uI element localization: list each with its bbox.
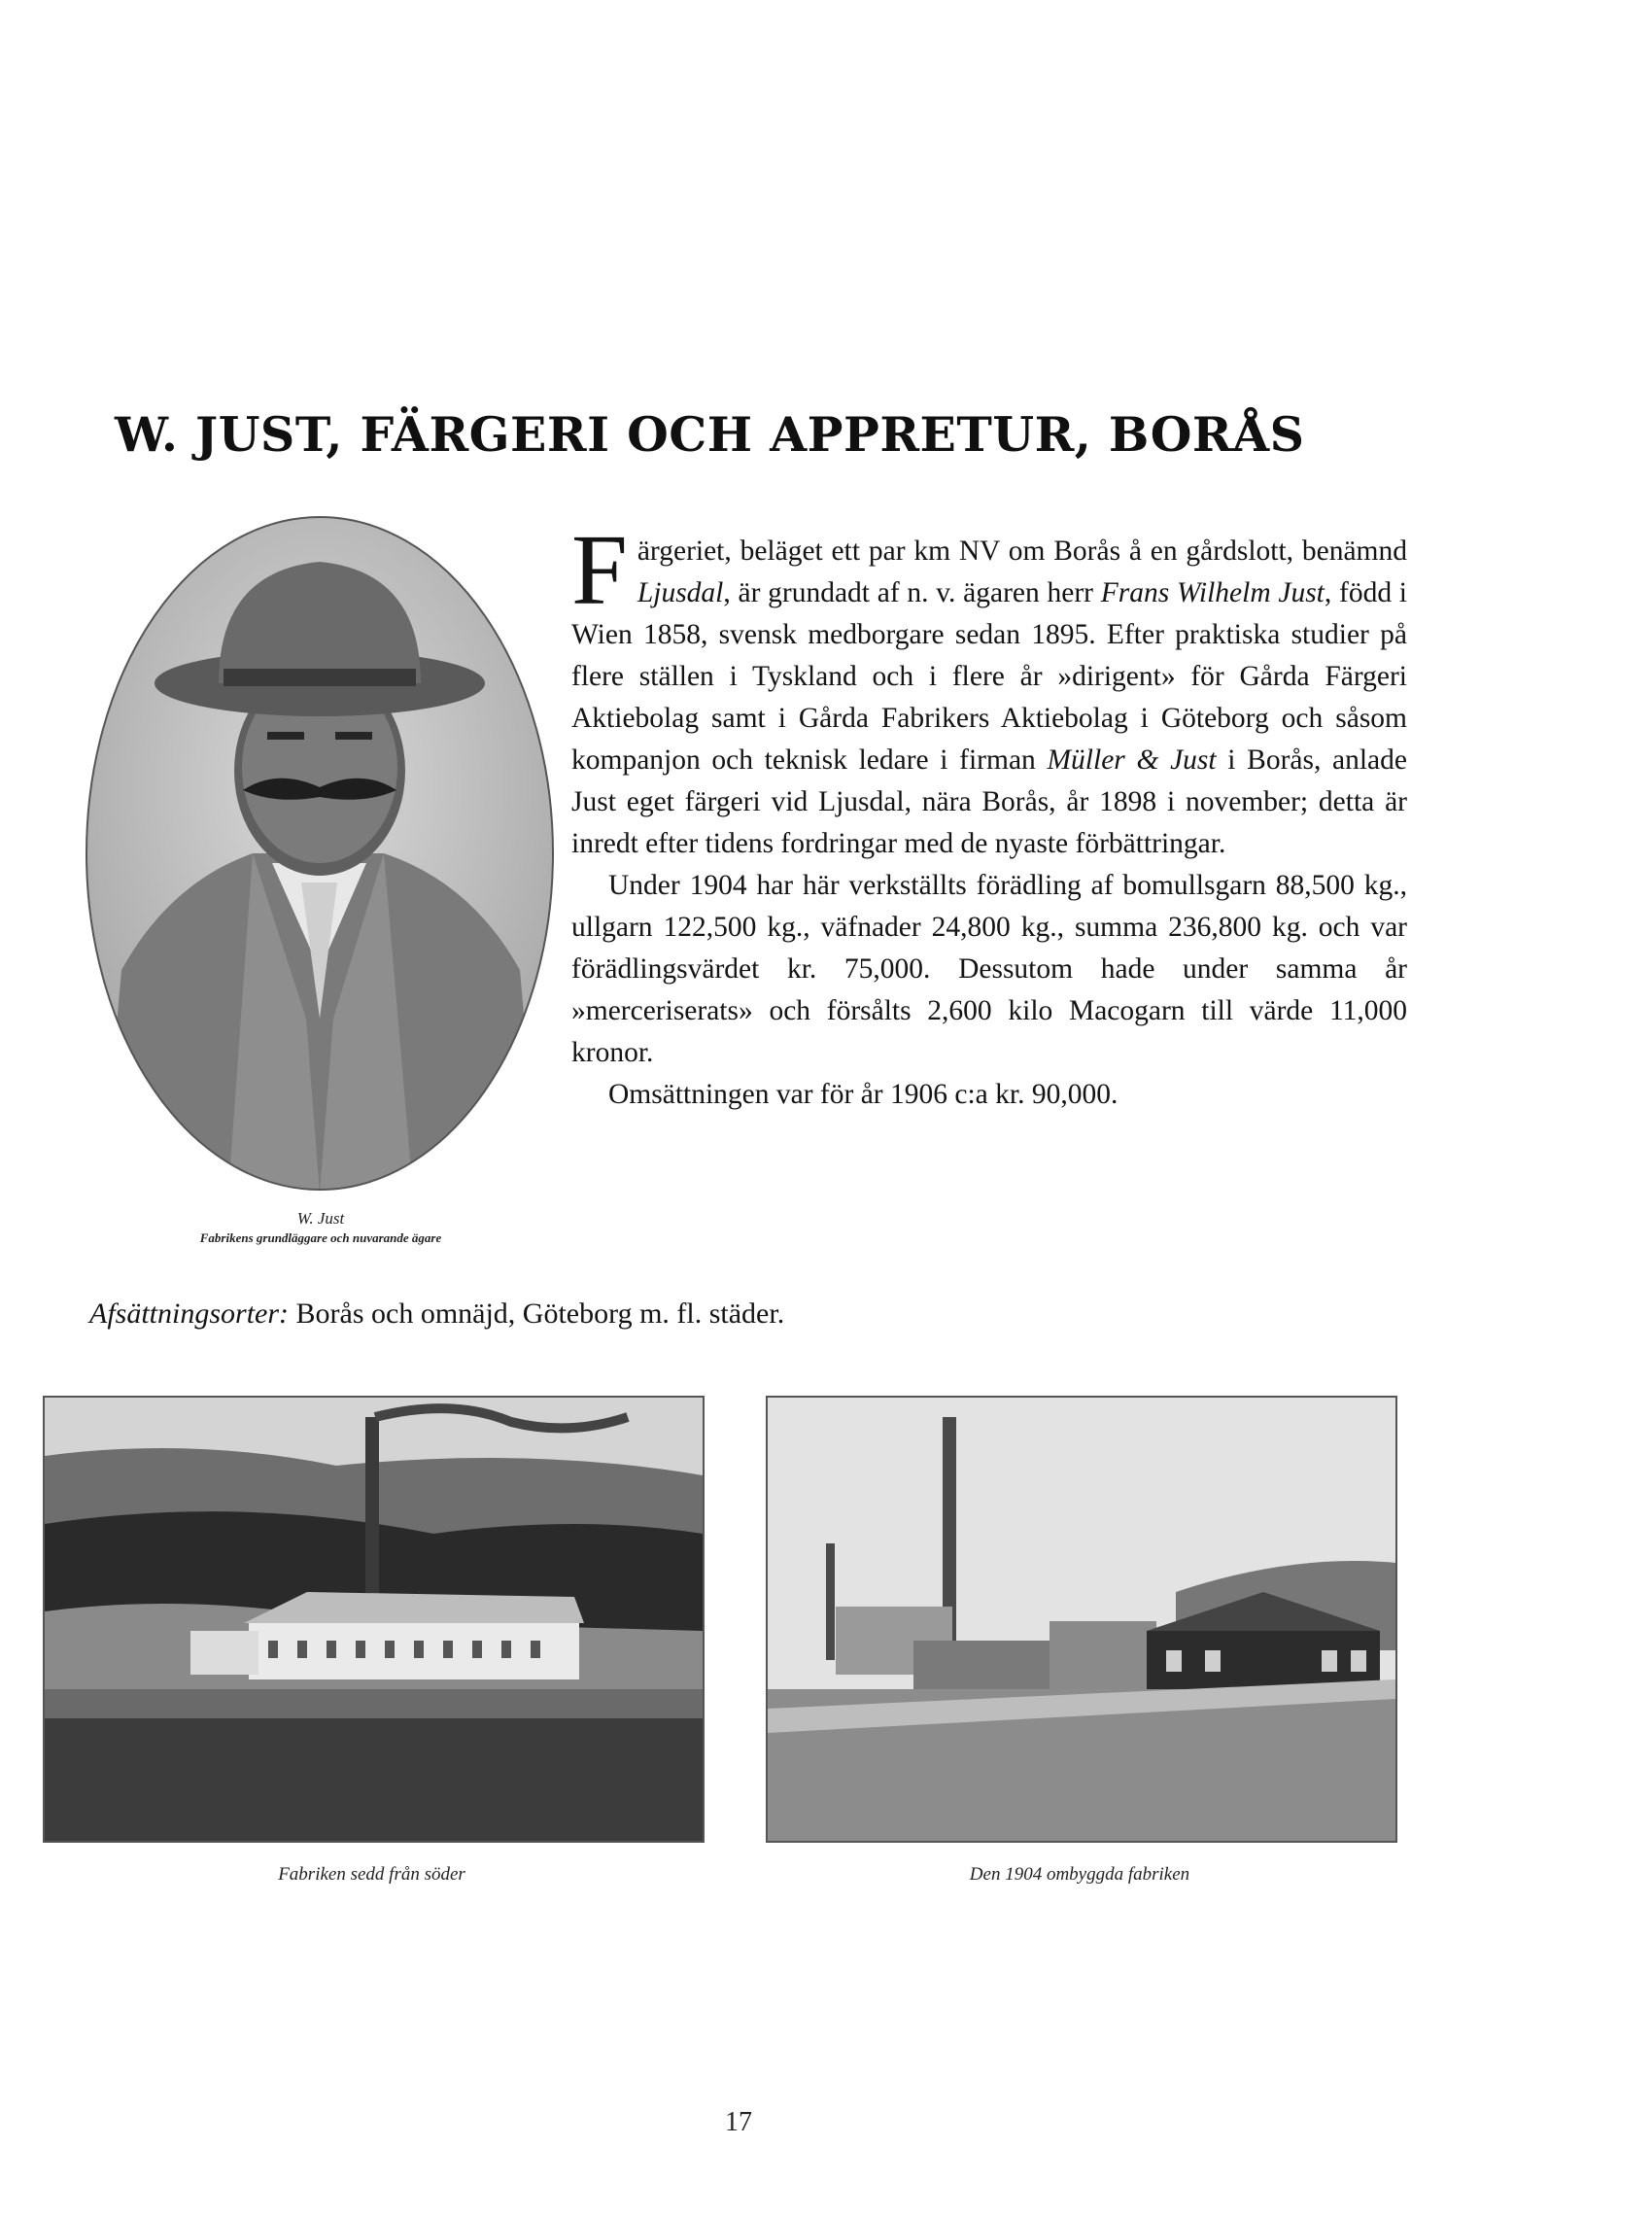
factory-photo-1904 [766, 1396, 1397, 1843]
portrait-caption [78, 1208, 564, 1247]
portrait-role: Fabrikens grundläggare och nuvarande ägare [199, 1230, 442, 1245]
page-title: W. JUST, FÄRGERI OCH APPRETUR, BORÅS [115, 406, 1305, 463]
page-number: 17 [725, 2107, 752, 2137]
article-body [571, 514, 1407, 1116]
sales-text: Borås och omnäjd, Göteborg m. fl. städer. [289, 1298, 785, 1330]
sales-line [89, 1293, 1353, 1334]
paragraph-2: Under 1904 har här verkställts förädling af bomullsgarn 88,500 kg., ullgarn 122,500 kg., väfnader 24,800 kg., summa 236,800 kg. och var förädlingsvärdet kr. 75,000. Dessutom hade under samma år »merceriserats» och försålts 2,600 kilo Macogarn till värde 11,000 kronor. [571, 870, 1407, 1068]
portrait-name: W. Just [296, 1209, 345, 1228]
person-name: Frans Wilhelm Just [1100, 577, 1325, 608]
photo-caption-left: Fabriken sedd från söder [278, 1864, 465, 1885]
paragraph-3: Omsättningen var för år 1906 c:a kr. 90,000. [608, 1079, 1119, 1110]
drop-cap: F [571, 514, 628, 626]
text-run: , född i Wien 1858, svensk medborgare sedan 1895. Efter praktiska studier på flere ställen i Tyskland och i flere år »dirigent» för Gårda Färgeri Aktiebolag samt i Gårda Fabrikers Aktiebolag i Göteborg och såsom kompanjon och teknisk ledare i firman [571, 577, 1407, 776]
firm-name: Müller & Just [1047, 744, 1217, 776]
portrait-photo [83, 513, 557, 1194]
factory-photo-south [43, 1396, 705, 1843]
sales-label: Afsättningsorter: [89, 1298, 290, 1330]
place-name: Ljusdal [637, 577, 724, 608]
paragraph-1 [571, 514, 1407, 865]
text-run: ärgeriet, beläget ett par km NV om Borås å en gårdslott, benämnd [637, 536, 1407, 567]
photo-caption-right: Den 1904 ombyggda fabriken [969, 1864, 1190, 1885]
text-run: i Borås, anlade Just eget färgeri vid Ljusdal, nära Borås, år 1898 i november; detta är inredt efter tidens fordringar med de nyaste förbättringar. [571, 744, 1407, 859]
text-run: , är grundadt af n. v. ägaren herr [723, 577, 1101, 608]
